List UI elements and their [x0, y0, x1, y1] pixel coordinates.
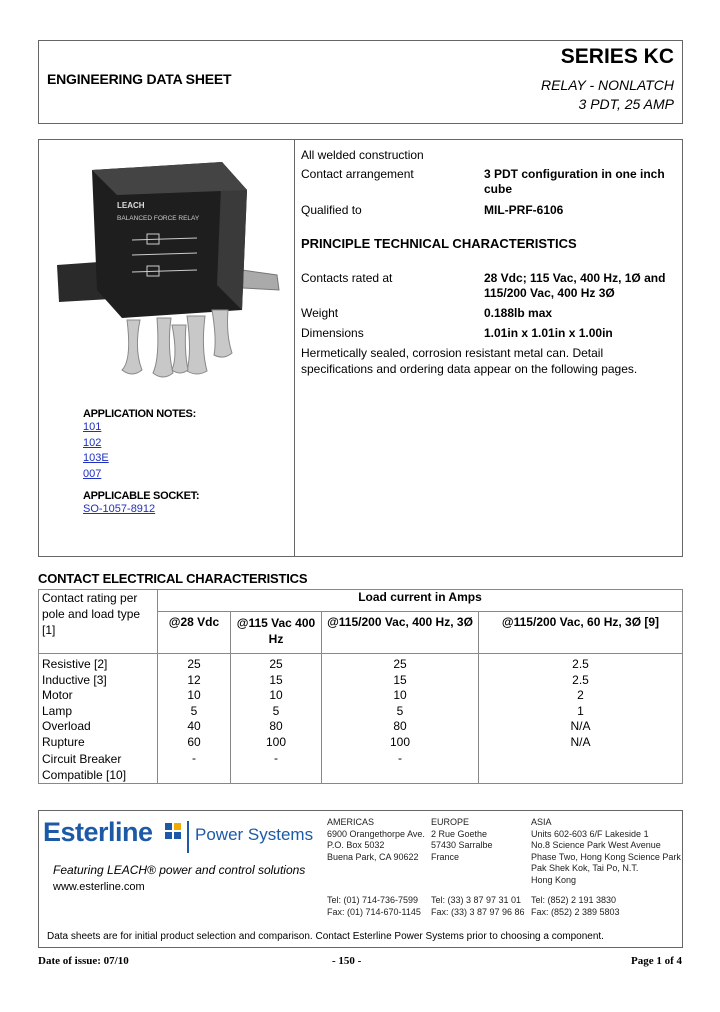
logo-divider [187, 821, 189, 853]
subtitle-relay: RELAY - NONLATCH [540, 77, 674, 93]
principle-heading: PRINCIPLE TECHNICAL CHARACTERISTICS [301, 236, 577, 251]
region-title: EUROPE [431, 817, 470, 827]
logo-star-icon [163, 821, 183, 841]
disclaimer: Data sheets are for initial product selection and comparison. Contact Esterline Power Systems prior to choosing a component. [47, 931, 604, 942]
table-cell: - [322, 751, 479, 784]
table-cell: N/A [479, 719, 683, 735]
issue-date: Date of issue: 07/10 [38, 955, 129, 967]
header-box [38, 40, 683, 124]
spec-label: Contact arrangement [301, 167, 414, 181]
table-row [39, 673, 683, 689]
region-title: ASIA [531, 817, 552, 827]
table-cell: 10 [231, 688, 322, 704]
group-header: Load current in Amps [158, 590, 683, 612]
europe-address [431, 817, 493, 863]
table-cell: 5 [322, 704, 479, 720]
relay-label-line: BALANCED FORCE RELAY [117, 215, 200, 222]
spec-label: Weight [301, 306, 339, 320]
spec-value: 3 PDT configuration in one inch cube [484, 167, 665, 196]
doc-type: ENGINEERING DATA SHEET [47, 71, 232, 87]
spec-value: 0.188lb max [484, 306, 553, 320]
address-line: 6900 Orangethorpe Ave. [327, 828, 425, 839]
table-cell: 5 [158, 704, 231, 720]
website-link[interactable]: www.esterline.com [53, 881, 145, 893]
featuring-text: Featuring LEACH® power and control solutions [53, 863, 306, 877]
table-cell: 10 [158, 688, 231, 704]
socket-link[interactable]: SO-1057-8912 [83, 503, 156, 515]
table-row [39, 654, 683, 673]
spec-label: All welded construction [301, 148, 424, 162]
row-label: Lamp [39, 704, 158, 720]
tel: Tel: (852) 2 191 3830 [531, 895, 617, 905]
subtitle-rating: 3 PDT, 25 AMP [578, 96, 674, 112]
section-divider [294, 140, 295, 556]
table-row [39, 719, 683, 735]
table-cell: 60 [158, 735, 231, 751]
socket-heading: APPLICABLE SOCKET: [83, 490, 200, 502]
address-line: Buena Park, CA 90622 [327, 851, 419, 862]
table-cell: 5 [231, 704, 322, 720]
tel: Tel: (01) 714-736-7599 [327, 895, 419, 905]
asia-contact [531, 895, 620, 918]
address-line: 57430 Sarralbe [431, 840, 493, 850]
power-systems-logo: Power Systems [195, 825, 314, 844]
col-header: @115 Vac 400 Hz [231, 612, 322, 654]
spec-label: Contacts rated at [301, 271, 393, 285]
address-line: Hong Kong [531, 874, 577, 885]
americas-contact [327, 895, 421, 918]
esterline-logo: Esterline [43, 817, 153, 847]
table-cell: 1 [479, 704, 683, 720]
series-title: SERIES KC [560, 45, 674, 68]
table-cell: 100 [231, 735, 322, 751]
notes-block [83, 408, 199, 518]
table-row [39, 704, 683, 720]
fax: Fax: (33) 3 87 97 96 86 [431, 906, 525, 917]
spec-label: Qualified to [301, 203, 362, 217]
app-note-link-101[interactable]: 101 [83, 421, 102, 433]
table-cell: 80 [322, 719, 479, 735]
spec-value: MIL-PRF-6106 [484, 203, 564, 217]
table-cell [479, 751, 683, 784]
spec-label: Dimensions [301, 326, 364, 340]
address-line: Phase Two, Hong Kong Science Park [531, 851, 681, 862]
contact-table [38, 589, 683, 784]
relay-photo [47, 150, 287, 400]
table-cell: 25 [322, 654, 479, 673]
contact-table-title: CONTACT ELECTRICAL CHARACTERISTICS [38, 571, 308, 586]
table-cell: N/A [479, 735, 683, 751]
address-line: 2 Rue Goethe [431, 828, 488, 839]
europe-contact [431, 895, 525, 918]
relay-brand: LEACH [117, 201, 145, 210]
table-cell: 40 [158, 719, 231, 735]
col-header: @115/200 Vac, 60 Hz, 3Ø [9] [479, 612, 683, 654]
table-cell: 15 [322, 673, 479, 689]
table-cell: 80 [231, 719, 322, 735]
table-row [39, 688, 683, 704]
row-label: Overload [39, 719, 158, 735]
description: Hermetically sealed, corrosion resistant metal can. Detail specifications and ordering data appear on the following pages. [301, 346, 638, 376]
row-label: Resistive [2] [39, 654, 158, 673]
row-header: Contact rating per pole and load type [1] [39, 590, 158, 654]
address-line: Pak Shek Kok, Tai Po, N.T. [531, 863, 639, 873]
address-line: P.O. Box 5032 [327, 840, 385, 850]
asia-address [531, 817, 681, 886]
address-line: No.8 Science Park West Avenue [531, 840, 661, 850]
row-label: Circuit Breaker Compatible [10] [39, 751, 158, 784]
row-label: Motor [39, 688, 158, 704]
table-row [39, 751, 683, 784]
region-title: AMERICAS [327, 817, 375, 827]
americas-address [327, 817, 425, 863]
fax: Fax: (01) 714-670-1145 [327, 906, 421, 917]
application-notes-heading: APPLICATION NOTES: [83, 408, 196, 420]
table-cell: 100 [322, 735, 479, 751]
table-cell: 25 [158, 654, 231, 673]
table-cell: 10 [322, 688, 479, 704]
row-label: Inductive [3] [39, 673, 158, 689]
table-row [39, 735, 683, 751]
table-cell: - [231, 751, 322, 784]
app-note-link-007[interactable]: 007 [83, 467, 102, 480]
app-note-link-102[interactable]: 102 [83, 436, 102, 449]
app-note-link-103e[interactable]: 103E [83, 452, 109, 464]
spec-value: 28 Vdc; 115 Vac, 400 Hz, 1Ø and 115/200 Vac, 400 Hz 3Ø [484, 271, 666, 300]
table-cell: 12 [158, 673, 231, 689]
page-of: Page 1 of 4 [630, 955, 682, 967]
address-line: France [431, 851, 460, 862]
address-line: Units 602-603 6/F Lakeside 1 [531, 828, 649, 839]
row-label: Rupture [39, 735, 158, 751]
table-cell: - [158, 751, 231, 784]
tel: Tel: (33) 3 87 97 31 01 [431, 895, 522, 905]
table-cell: 2 [479, 688, 683, 704]
table-cell: 15 [231, 673, 322, 689]
table-cell: 2.5 [479, 654, 683, 673]
spec-value: 1.01in x 1.01in x 1.00in [484, 326, 613, 340]
table-cell: 25 [231, 654, 322, 673]
fax: Fax: (852) 2 389 5803 [531, 906, 620, 917]
col-header: @28 Vdc [158, 612, 231, 654]
page-number: - 150 - [332, 955, 362, 967]
col-header: @115/200 Vac, 400 Hz, 3Ø [322, 612, 479, 654]
product-section [38, 139, 683, 557]
table-cell: 2.5 [479, 673, 683, 689]
footer-box [38, 810, 683, 948]
